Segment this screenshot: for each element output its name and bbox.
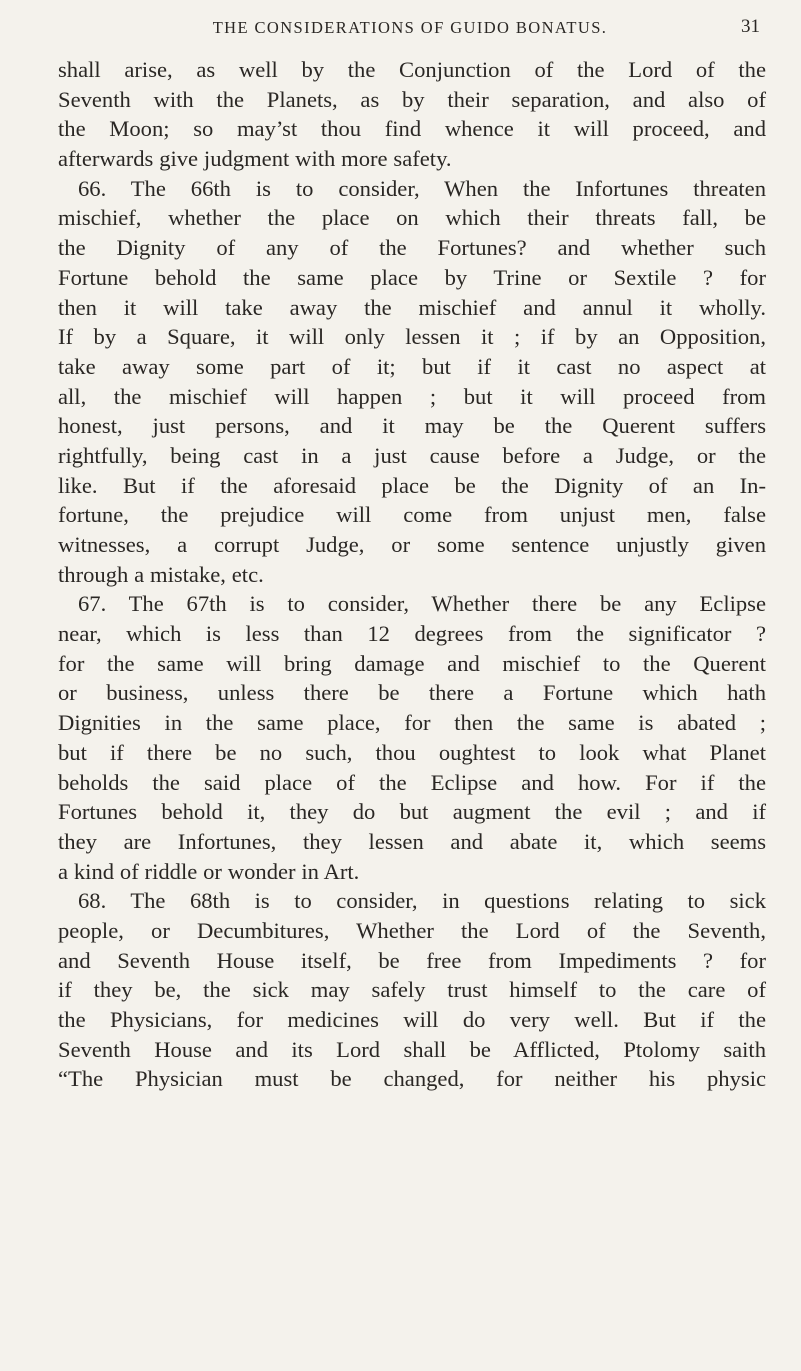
text-line: the Physicians, for medicines will do very well. But if the — [58, 1007, 766, 1032]
text-line: Fortune behold the same place by Trine or Sextile ? for — [58, 264, 766, 290]
running-title: THE CONSIDERATIONS OF GUIDO BONATUS. — [212, 18, 608, 37]
paragraph-start-line: 66. The 66th is to consider, When the Infortunes threaten — [78, 175, 766, 201]
text-line: beholds the said place of the Eclipse and how. For if the — [58, 769, 766, 795]
text-line: then it will take away the mischief and annul it wholly. — [58, 294, 766, 320]
text-line: Seventh House and its Lord shall be Afflicted, Ptolomy saith — [58, 1036, 766, 1062]
text-line: or business, unless there be there a Fortune which hath — [58, 680, 766, 706]
page-number: 31 — [741, 16, 760, 37]
text-line: people, or Decumbitures, Whether the Lord of the Seventh, — [58, 917, 766, 943]
text-line: all, the mischief will happen ; but it will proceed from — [58, 383, 766, 409]
text-line: afterwards give judgment with more safety. — [58, 146, 452, 172]
text-line: if they be, the sick may safely trust himself to the care of — [58, 977, 766, 1003]
text-line: Fortunes behold it, they do but augment the evil ; and if — [58, 799, 766, 825]
text-line: the Moon; so may’st thou find whence it will proceed, and — [58, 116, 766, 142]
text-line: a kind of riddle or wonder in Art. — [58, 858, 360, 884]
text-line: shall arise, as well by the Conjunction of the Lord of the — [58, 57, 766, 82]
text-line: Dignities in the same place, for then the same is abated ; — [58, 710, 766, 736]
text-line: honest, just persons, and it may be the Querent suffers — [58, 413, 766, 439]
body-text — [58, 55, 766, 1094]
text-line: for the same will bring damage and mischief to the Querent — [58, 650, 766, 676]
text-line: through a mistake, etc. — [58, 561, 264, 587]
text-line: If by a Square, it will only lessen it ; if by an Opposition, — [58, 324, 766, 350]
text-line: mischief, whether the place on which their threats fall, be — [58, 205, 766, 231]
page-header — [60, 18, 760, 48]
text-line: “The Physician must be changed, for neither his physic — [58, 1066, 766, 1092]
text-line: they are Infortunes, they lessen and abate it, which seems — [58, 828, 766, 854]
text-line: near, which is less than 12 degrees from the significator ? — [58, 621, 766, 647]
text-line: and Seventh House itself, be free from Impediments ? for — [58, 947, 766, 973]
paragraph-start-line: 68. The 68th is to consider, in questions relating to sick — [78, 888, 766, 914]
text-line: but if there be no such, thou oughtest to look what Planet — [58, 739, 766, 765]
text-line: Seventh with the Planets, as by their separation, and also of — [58, 86, 766, 112]
paragraph-start-line: 67. The 67th is to consider, Whether there be any Eclipse — [78, 591, 766, 617]
text-line: like. But if the aforesaid place be the Dignity of an In- — [58, 472, 766, 498]
text-line: fortune, the prejudice will come from unjust men, false — [58, 502, 766, 528]
text-line: the Dignity of any of the Fortunes? and whether such — [58, 235, 766, 261]
text-line: witnesses, a corrupt Judge, or some sentence unjustly given — [58, 532, 766, 557]
text-line: rightfully, being cast in a just cause before a Judge, or the — [58, 442, 766, 468]
text-line: take away some part of it; but if it cast no aspect at — [58, 353, 766, 379]
